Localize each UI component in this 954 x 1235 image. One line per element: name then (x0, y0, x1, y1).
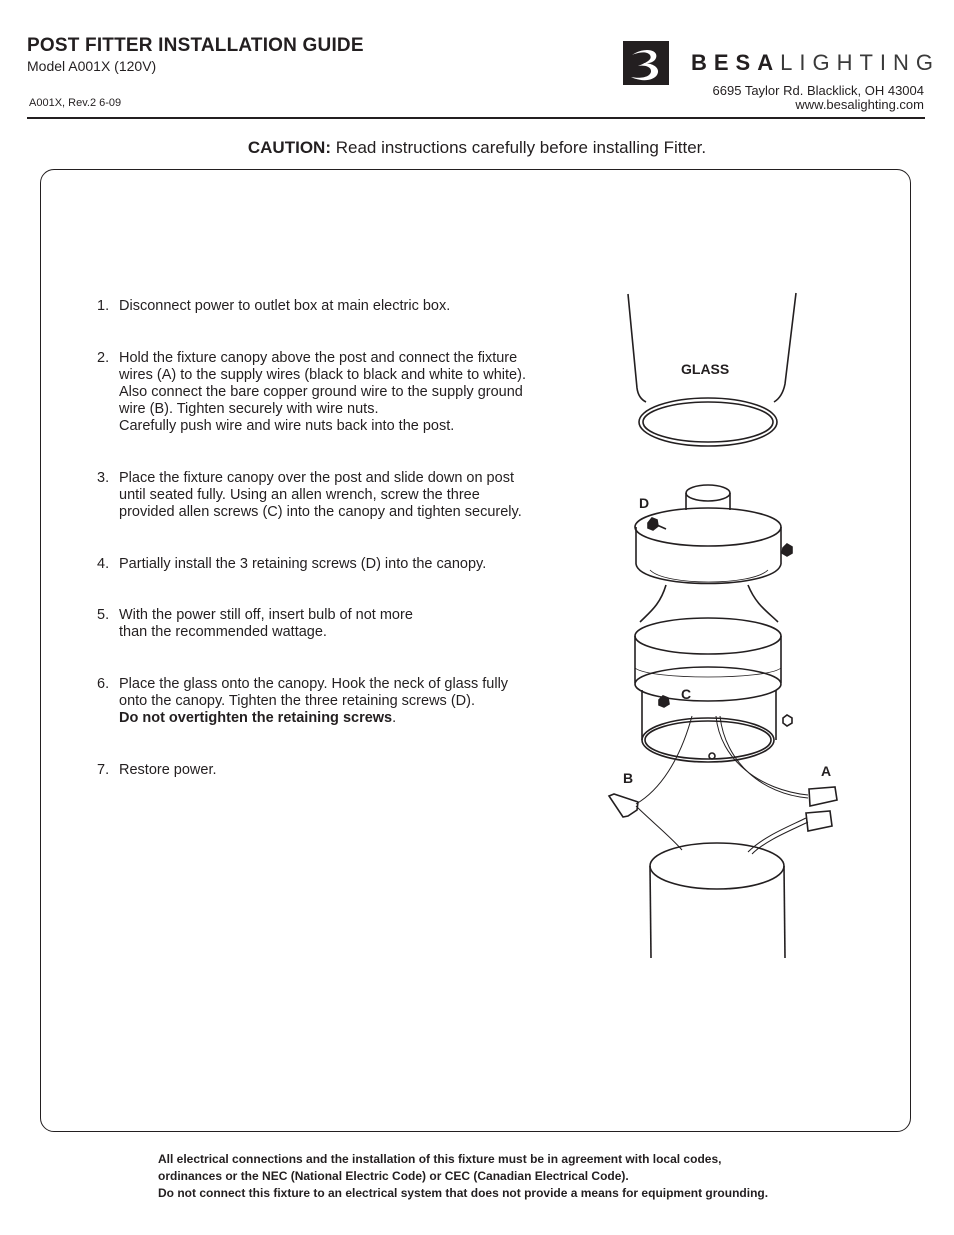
step-text: Restore power. (119, 762, 217, 778)
step-number: 4. (97, 556, 110, 572)
step-number: 7. (97, 762, 110, 778)
fitter-assembly-diagram (596, 286, 856, 966)
company-website: www.besalighting.com (795, 97, 924, 112)
step-text: than the recommended wattage. (119, 624, 327, 640)
revision-code: A001X, Rev.2 6-09 (29, 97, 122, 109)
model-number: Model A001X (120V) (27, 58, 157, 74)
footer-line: All electrical connections and the installation of this fixture must be in agreement with local codes, (158, 1152, 722, 1166)
step-text: onto the canopy. Tighten the three retaining screws (D). (119, 693, 475, 709)
allen-screw-icon (659, 696, 792, 759)
step-text: wires (A) to the supply wires (black to black and white to white). (119, 367, 526, 383)
step-warning: Do not overtighten the retaining screws (119, 710, 393, 726)
company-address: 6695 Taylor Rd. Blacklick, OH 43004 (712, 83, 924, 98)
footer-line: ordinances or the NEC (National Electric Code) or CEC (Canadian Electrical Code). (158, 1169, 629, 1183)
step-number: 1. (97, 298, 110, 314)
fixture-wires (636, 716, 808, 854)
step-warning-suffix: . (392, 710, 397, 726)
document-title: POST FITTER INSTALLATION GUIDE (27, 35, 364, 56)
label-b: B (623, 770, 634, 786)
footer-line: Do not connect this fixture to an electrical system that does not provide a means for equipment grounding. (158, 1186, 769, 1200)
step-number: 5. (97, 607, 110, 623)
step-text: wire (B). Tighten securely with wire nuts. (119, 401, 379, 417)
step-text: Carefully push wire and wire nuts back into the post. (119, 418, 455, 434)
step-1 (97, 298, 569, 315)
step-7 (97, 762, 569, 779)
step-3 (97, 470, 569, 521)
step-text: until seated fully. Using an allen wrench, screw the three (119, 487, 480, 503)
step-number: 2. (97, 350, 110, 366)
step-number: 3. (97, 470, 110, 486)
brand-wordmark (691, 50, 940, 76)
brand-bold: BESA (691, 50, 781, 75)
step-6 (97, 676, 569, 727)
lamp-post (650, 843, 785, 958)
step-text: Place the fixture canopy over the post and slide down on post (119, 470, 514, 486)
label-c: C (681, 686, 692, 702)
brand-light: LIGHTING (780, 50, 941, 75)
caution-text: Read instructions carefully before installing Fitter. (330, 138, 707, 157)
label-d: D (639, 495, 650, 511)
step-text: provided allen screws (C) into the canopy and tighten securely. (119, 504, 522, 520)
step-text: Also connect the bare copper ground wire to the supply ground (119, 384, 523, 400)
caution-notice (0, 138, 954, 158)
step-2 (97, 350, 569, 435)
step-number: 6. (97, 676, 110, 692)
besa-logo-icon (623, 41, 669, 85)
safety-footer (158, 1151, 768, 1202)
step-text: Disconnect power to outlet box at main electric box. (119, 298, 451, 314)
step-text: Partially install the 3 retaining screws (D) into the canopy. (119, 556, 487, 572)
step-text: Place the glass onto the canopy. Hook the neck of glass fully (119, 676, 509, 692)
step-text: Hold the fixture canopy above the post and connect the fixture (119, 350, 518, 366)
step-5 (97, 607, 569, 641)
label-a: A (821, 763, 832, 779)
step-4 (97, 556, 569, 573)
header-divider (27, 117, 925, 119)
caution-label: CAUTION: (247, 138, 331, 157)
glass-label: GLASS (681, 361, 730, 377)
step-text: With the power still off, insert bulb of not more (119, 607, 413, 623)
